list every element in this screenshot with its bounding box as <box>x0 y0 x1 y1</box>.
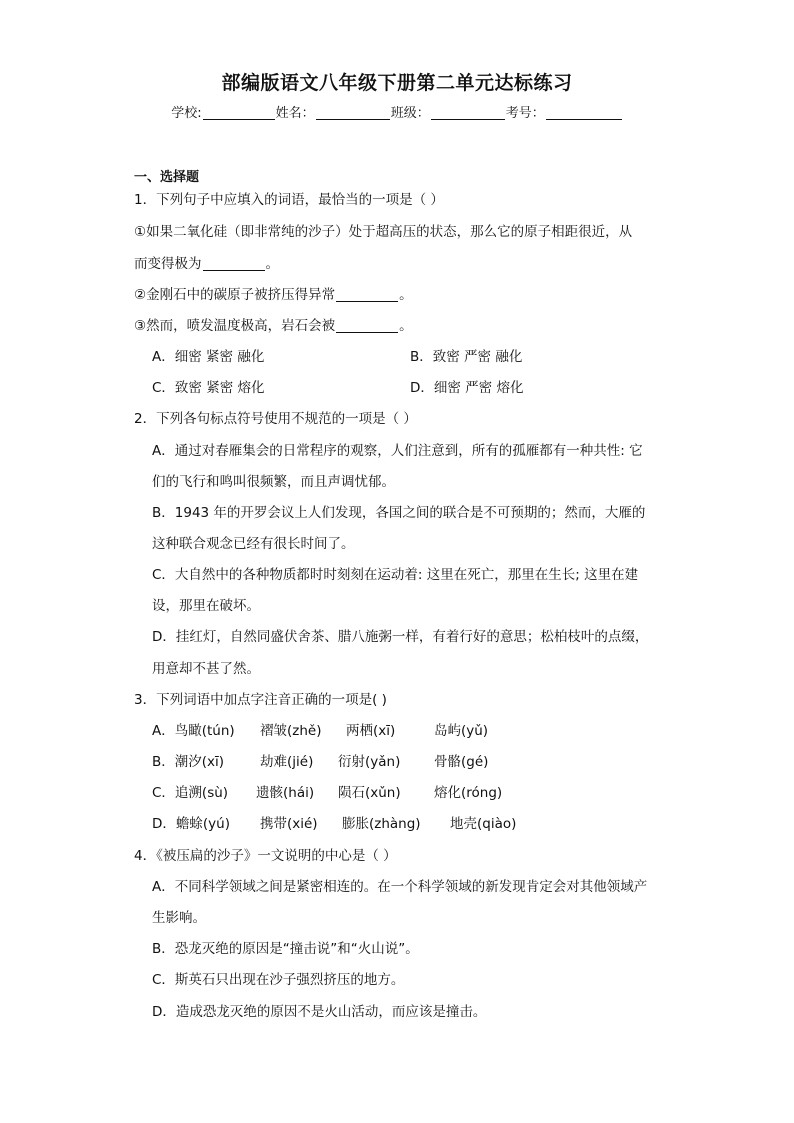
q3-option-b[interactable] <box>152 752 488 772</box>
q1-sentence-3 <box>134 316 413 336</box>
section-heading: 一、选择题 <box>134 170 200 185</box>
q4-stem: 4．《被压扁的沙子》一文说明的中心是（ ） <box>134 848 397 864</box>
q3-d-word-3: 膨胀(zhàng) <box>342 816 421 832</box>
q1-sentence-2 <box>134 285 413 305</box>
q2-option-b-line2[interactable]: 这种联合观念已经有很长时间了。 <box>152 536 355 552</box>
school-blank[interactable] <box>203 105 275 120</box>
q3-option-c[interactable] <box>152 783 502 803</box>
q3-c-word-2: 遗骸(hái) <box>256 785 315 801</box>
q1-option-c[interactable]: C．致密 紧密 熔化 <box>152 380 265 396</box>
school-label: 学校: <box>171 106 202 121</box>
name-label: 姓名： <box>275 106 315 121</box>
q1-s2-text: ②金刚石中的碳原子被挤压得异常 <box>134 287 336 303</box>
class-label: 班级： <box>390 106 430 121</box>
q1-sentence-1a: ①如果二氧化硅（即非常纯的沙子）处于超高压的状态，那么它的原子相距很近，从 <box>134 224 633 240</box>
name-blank[interactable] <box>316 105 390 120</box>
q3-stem: 3．下列词语中加点字注音正确的一项是( ) <box>134 692 387 708</box>
class-blank[interactable] <box>431 105 505 120</box>
q2-option-c-line2[interactable]: 设，那里在破坏。 <box>152 598 260 614</box>
q1-s3-text: ③然而，喷发温度极高，岩石会被 <box>134 318 336 334</box>
q2-option-a-line1[interactable]: A．通过对春雁集会的日常程序的观察，人们注意到，所有的孤雁都有一种共性: 它 <box>152 443 643 459</box>
q3-option-d[interactable] <box>152 814 516 834</box>
q3-b-word-2: 劫难(jié) <box>260 754 314 770</box>
q4-option-a-line1[interactable]: A．不同科学领域之间是紧密相连的。在一个科学领域的新发现肯定会对其他领域产 <box>152 879 648 895</box>
q3-b-word-4: 骨骼(gé) <box>434 754 489 770</box>
q3-a-word-4: 岛屿(yǔ) <box>434 723 489 739</box>
q1-blank-2 <box>336 287 398 302</box>
page-title: 部编版语文八年级下册第二单元达标练习 <box>221 72 573 94</box>
q1-s3-end: 。 <box>399 318 413 334</box>
q1-stem: 1．下列句子中应填入的词语，最恰当的一项是（ ） <box>134 192 444 208</box>
q2-option-a-line2[interactable]: 们的飞行和鸣叫很频繁，而且声调忧郁。 <box>152 474 395 490</box>
q1-sentence-1b <box>134 254 279 274</box>
q3-b-word-1: B．潮汐(xī) <box>152 754 225 770</box>
q1-s1b-end: 。 <box>265 256 279 272</box>
q3-c-word-1: C．追溯(sù) <box>152 785 229 801</box>
q4-option-c[interactable]: C．斯英石只出现在沙子强烈挤压的地方。 <box>152 972 405 988</box>
q3-d-word-1: D．蟾蜍(yú) <box>152 816 230 832</box>
q2-option-d-line1[interactable]: D．挂红灯，自然同盛伏舍茶、腊八施粥一样，有着行好的意思；松柏枝叶的点缀， <box>152 629 649 645</box>
q3-d-word-4: 地壳(qiào) <box>450 816 517 832</box>
q3-b-word-3: 衍射(yǎn) <box>338 754 401 770</box>
q1-s2-end: 。 <box>399 287 413 303</box>
q1-blank-3 <box>336 318 398 333</box>
exam-number-blank[interactable] <box>546 105 622 120</box>
q4-option-d[interactable]: D．造成恐龙灭绝的原因不是火山活动，而应该是撞击。 <box>152 1004 487 1020</box>
q3-c-word-4: 熔化(róng) <box>434 785 503 801</box>
q3-d-word-2: 携带(xié) <box>260 816 318 832</box>
student-info-line <box>0 102 794 121</box>
q3-a-word-1: A．鸟瞰(tún) <box>152 723 235 739</box>
exam-number-label: 考号： <box>505 106 545 121</box>
q2-option-c-line1[interactable]: C．大自然中的各种物质都时时刻刻在运动着: 这里在死亡，那里在生长; 这里在建 <box>152 567 639 583</box>
q3-a-word-3: 两栖(xī) <box>346 723 396 739</box>
q4-option-b[interactable]: B．恐龙灭绝的原因是“撞击说”和“火山说”。 <box>152 941 419 957</box>
q1-blank-1 <box>203 256 265 271</box>
q2-option-b-line1[interactable]: B．1943 年的开罗会议上人们发现，各国之间的联合是不可预期的；然而，大雁的 <box>152 505 646 521</box>
q1-s1b-text: 而变得极为 <box>134 256 202 272</box>
q1-option-a[interactable]: A．细密 紧密 融化 <box>152 349 265 365</box>
q2-stem: 2．下列各句标点符号使用不规范的一项是（ ） <box>134 411 417 427</box>
q1-option-b[interactable]: B．致密 严密 融化 <box>410 349 523 365</box>
q3-a-word-2: 褶皱(zhě) <box>260 723 322 739</box>
q1-option-d[interactable]: D．细密 严密 熔化 <box>410 380 524 396</box>
q4-option-a-line2[interactable]: 生影响。 <box>152 910 206 926</box>
q3-c-word-3: 陨石(xǔn) <box>338 785 401 801</box>
q3-option-a[interactable] <box>152 721 488 741</box>
q2-option-d-line2[interactable]: 用意却不甚了然。 <box>152 661 260 677</box>
